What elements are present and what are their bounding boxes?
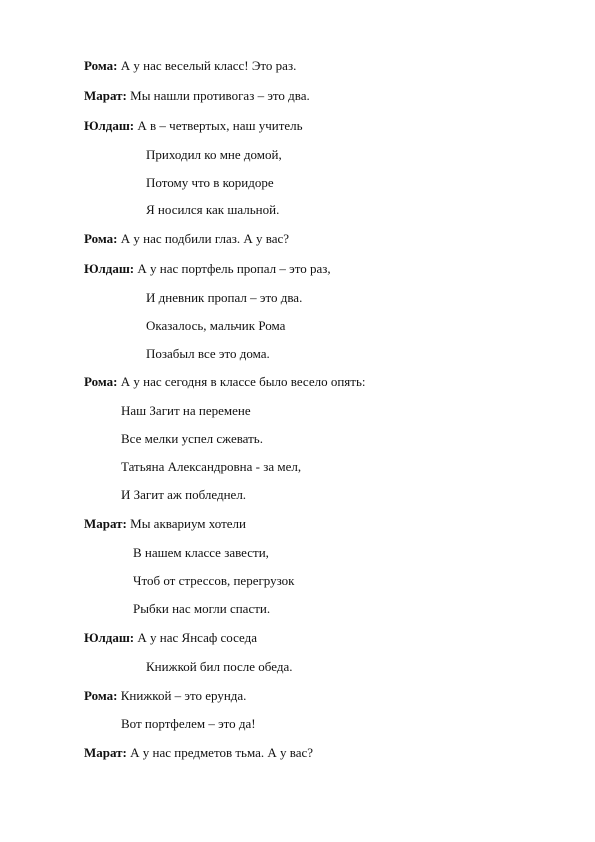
verse-line <box>146 318 285 334</box>
line-text: А у нас подбили глаз. А у вас? <box>117 231 290 246</box>
verse-line <box>146 659 292 675</box>
line-text: А у нас Янсаф соседа <box>134 630 258 645</box>
verse-line <box>133 601 270 617</box>
speaker-name: Юлдаш: <box>84 261 135 276</box>
line-text: А у нас портфель пропал – это раз, <box>134 261 331 276</box>
line-text: Мы аквариум хотели <box>126 516 246 531</box>
line-text: Приходил ко мне домой, <box>146 147 282 162</box>
speaker-name: Марат: <box>84 516 127 531</box>
speaker-name: Марат: <box>84 745 127 760</box>
line-text: И дневник пропал – это два. <box>146 290 303 305</box>
speaker-name: Рома: <box>84 688 118 703</box>
speaker-name: Рома: <box>84 58 118 73</box>
verse-line <box>146 202 279 218</box>
line-text: Рыбки нас могли спасти. <box>133 601 271 616</box>
line-text: Наш Загит на перемене <box>121 403 251 418</box>
dialogue-line <box>84 118 303 134</box>
line-text: В нашем классе завести, <box>133 545 269 560</box>
line-text: Мы нашли противогаз – это два. <box>126 88 310 103</box>
verse-line <box>133 573 295 589</box>
speaker-name: Рома: <box>84 374 118 389</box>
dialogue-line <box>84 688 246 704</box>
dialogue-line <box>84 630 257 646</box>
verse-line <box>121 459 301 475</box>
dialogue-line <box>84 88 310 104</box>
speaker-name: Юлдаш: <box>84 630 135 645</box>
line-text: А у нас сегодня в классе было весело опять: <box>117 374 366 389</box>
dialogue-line <box>84 516 246 532</box>
verse-line <box>121 431 263 447</box>
dialogue-line <box>84 374 366 390</box>
line-text: Потому что в коридоре <box>146 175 274 190</box>
line-text: Вот портфелем – это да! <box>121 716 256 731</box>
line-text: Оказалось, мальчик Рома <box>146 318 286 333</box>
speaker-name: Марат: <box>84 88 127 103</box>
verse-line <box>121 403 251 419</box>
line-text: Книжкой – это ерунда. <box>117 688 247 703</box>
verse-line <box>146 147 282 163</box>
line-text: Позабыл все это дома. <box>146 346 270 361</box>
line-text: Татьяна Александровна - за мел, <box>121 459 302 474</box>
line-text: А у нас предметов тьма. А у вас? <box>126 745 314 760</box>
line-text: А в – четвертых, наш учитель <box>134 118 303 133</box>
dialogue-line <box>84 231 289 247</box>
line-text: Я носился как шальной. <box>146 202 280 217</box>
verse-line <box>121 487 246 503</box>
line-text: Все мелки успел сжевать. <box>121 431 263 446</box>
verse-line <box>121 716 256 732</box>
verse-line <box>146 175 274 191</box>
line-text: Чтоб от стрессов, перегрузок <box>133 573 295 588</box>
dialogue-line <box>84 58 296 74</box>
verse-line <box>146 346 270 362</box>
line-text: А у нас веселый класс! Это раз. <box>117 58 297 73</box>
line-text: И Загит аж побледнел. <box>121 487 247 502</box>
dialogue-line <box>84 745 313 761</box>
dialogue-line <box>84 261 331 277</box>
speaker-name: Рома: <box>84 231 118 246</box>
verse-line <box>146 290 302 306</box>
verse-line <box>133 545 269 561</box>
speaker-name: Юлдаш: <box>84 118 135 133</box>
line-text: Книжкой бил после обеда. <box>146 659 293 674</box>
